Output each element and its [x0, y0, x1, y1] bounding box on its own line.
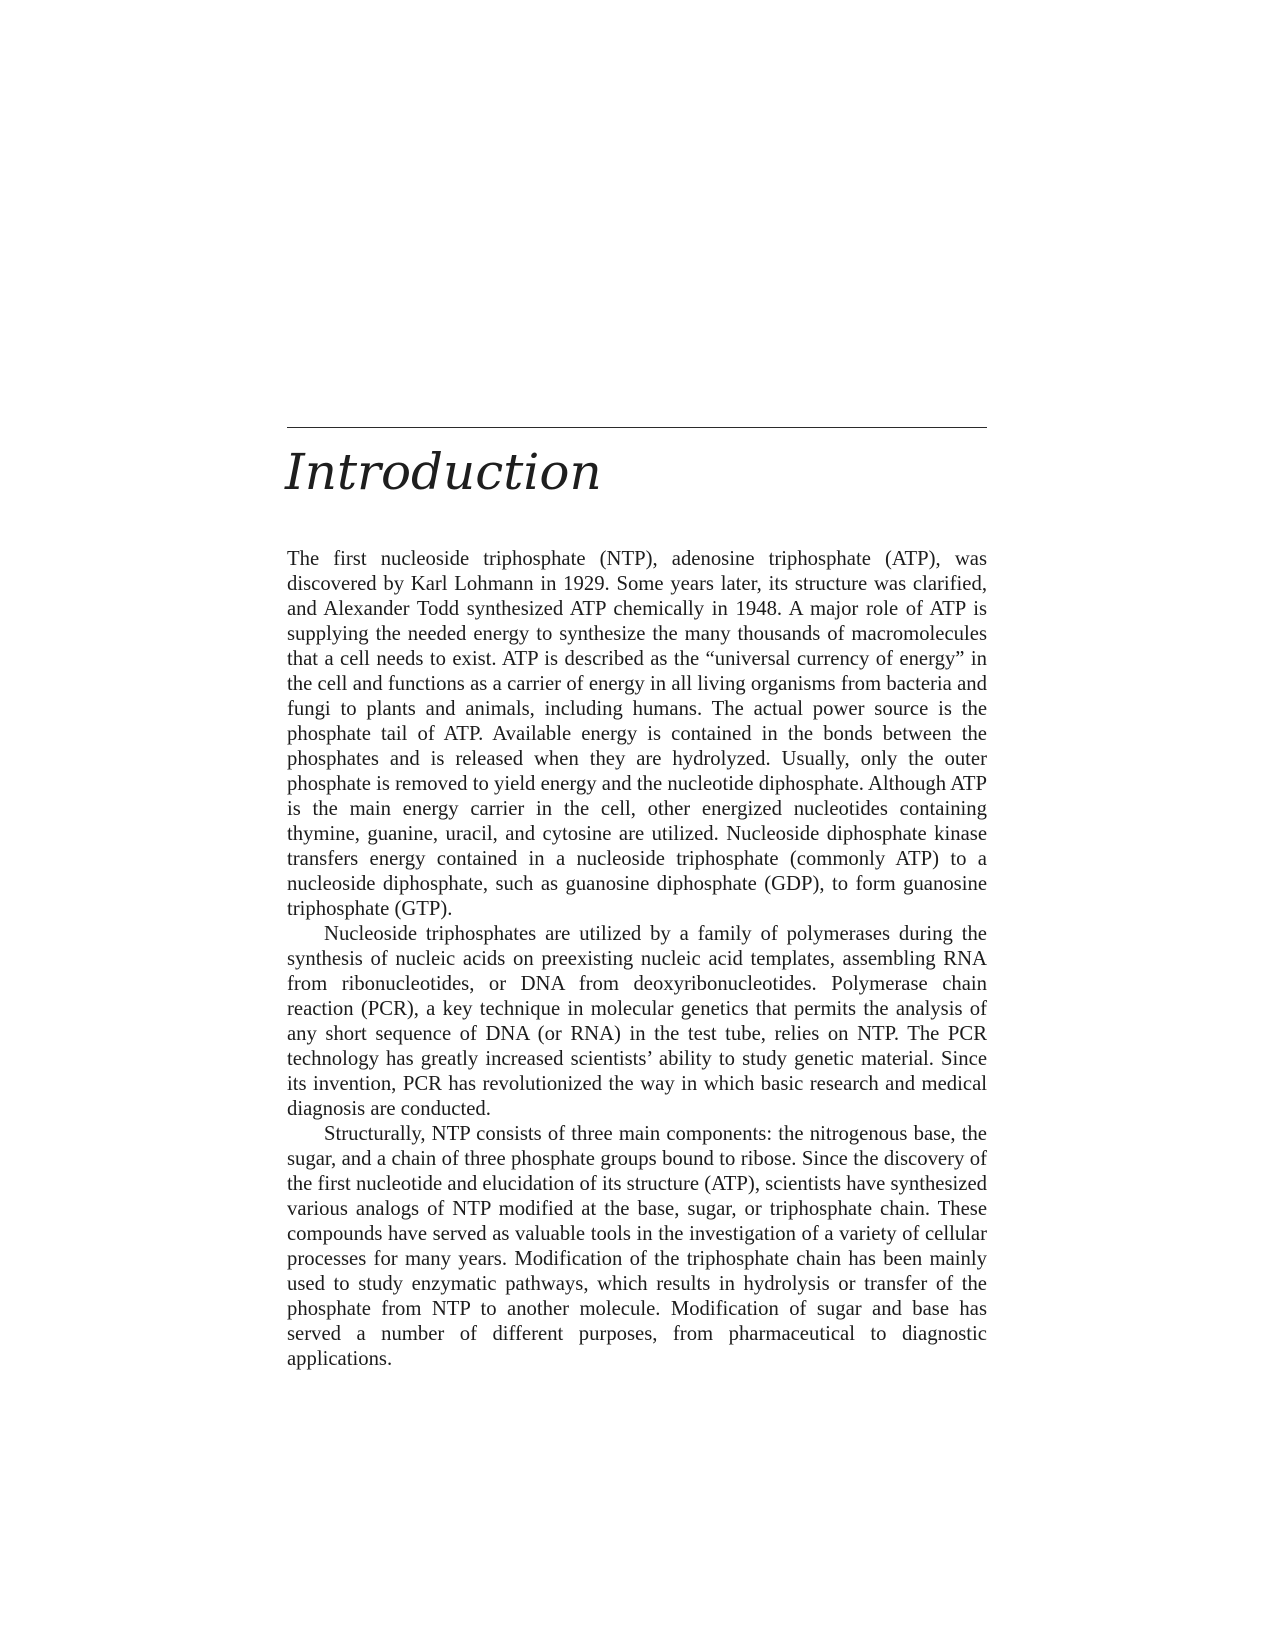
chapter-title-rule: [287, 427, 987, 428]
paragraph-2: Nucleoside triphosphates are utilized by a family of polymerases during the synthesis of nucleic acids on preexisting nucleic acid templates, assembling RNA from ribonucleotides, or DNA from deoxyribonucleotides. Polymerase chain reaction (PCR), a key technique in molecular genetics that permits the analysis of any short sequence of DNA (or RNA) in the test tube, relies on NTP. The PCR technology has greatly increased scientists’ ability to study genetic material. Since its invention, PCR has revolutionized the way in which basic research and medical diagnosis are conducted.: [287, 923, 987, 1120]
paragraph-3: Structurally, NTP consists of three main components: the nitrogenous base, the sugar, and a chain of three phosphate groups bound to ribose. Since the discovery of the first nucleotide and elucidation of its structure (ATP), scientists have synthesized various analogs of NTP modified at the base, sugar, or triphosphate chain. These compounds have served as valuable tools in the investigation of a variety of cellular processes for many years. Modification of the triphosphate chain has been mainly used to study enzymatic pathways, which results in hydrolysis or transfer of the phosphate from NTP to another molecule. Modification of sugar and base has served a number of different purposes, from pharmaceutical to diagnostic applications.: [287, 1123, 987, 1370]
chapter-body: [287, 547, 987, 1372]
chapter-title: Introduction: [285, 443, 602, 501]
paragraph-1: The first nucleoside triphosphate (NTP), adenosine triphosphate (ATP), was discovered by Karl Lohmann in 1929. Some years later, its structure was clarified, and Alexander Todd synthesized ATP chemically in 1948. A major role of ATP is supplying the needed energy to synthesize the many thousands of macromolecules that a cell needs to exist. ATP is described as the “universal currency of energy” in the cell and functions as a carrier of energy in all living organisms from bacteria and fungi to plants and animals, including humans. The actual power source is the phosphate tail of ATP. Available energy is contained in the bonds between the phosphates and is released when they are hydrolyzed. Usually, only the outer phosphate is removed to yield energy and the nucleotide diphosphate. Although ATP is the main energy carrier in the cell, other energized nucleotides containing thymine, guanine, uracil, and cytosine are utilized. Nucleoside diphosphate kinase transfers energy contained in a nucleoside triphosphate (commonly ATP) to a nucleoside diphosphate, such as guanosine diphosphate (GDP), to form guanosine triphosphate (GTP).: [287, 548, 987, 920]
